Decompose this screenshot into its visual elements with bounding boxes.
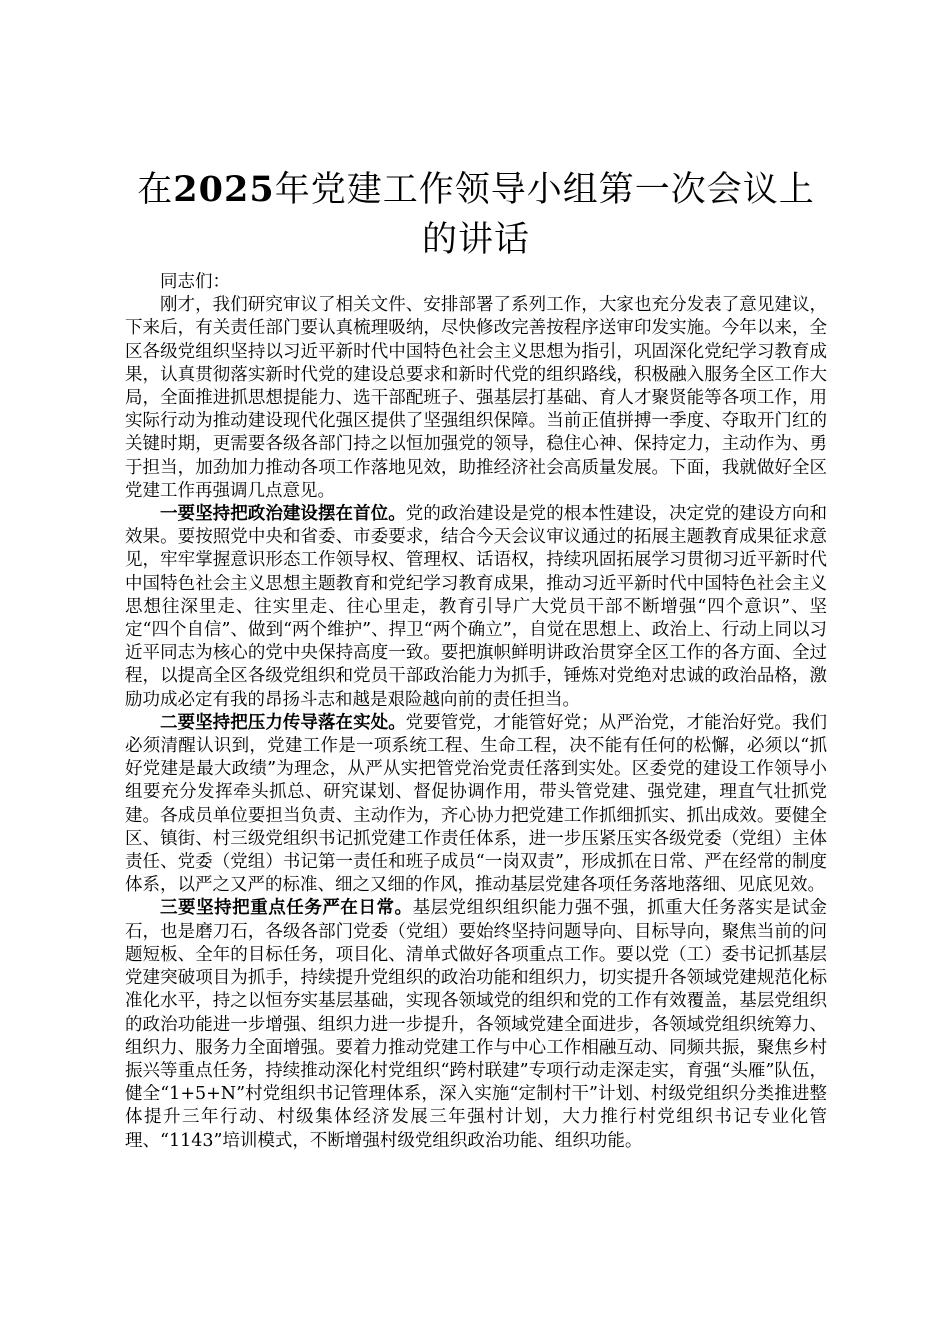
section-heading: 一要坚持把政治建设摆在首位。	[160, 504, 406, 525]
title-year: 2025	[173, 169, 275, 210]
document-title	[125, 165, 827, 265]
intro-paragraph: 刚才，我们研究审议了相关文件、安排部署了系列工作，大家也充分发表了意见建议，下来后，有关责任部门要认真梳理吸纳，尽快修改完善按程序送审印发实施。今年以来，全区各级党组织坚持以习近平新时代中国特色社会主义思想为指引，巩固深化党纪学习教育成果，认真贯彻落实新时代党的建设总要求和新时代党的组织路线，积极融入服务全区工作大局，全面推进抓思想提能力、选干部配班子、强基层打基础、育人才聚贤能等各项工作，用实际行动为推动建设现代化强区提供了坚强组织保障。当前正值拼搏一季度、夺取开门红的关键时期，更需要各级各部门持之以恒加强党的领导，稳住心神、保持定力，主动作为、勇于担当，加劲加力推动各项工作落地见效，助推经济社会高质量发展。下面，我就做好全区党建工作再强调几点意见。	[125, 295, 827, 501]
section-heading: 二要坚持把压力传导落在实处。	[160, 712, 406, 733]
document-body	[125, 271, 827, 1153]
section-paragraph	[125, 503, 827, 712]
salutation: 同志们：	[160, 272, 230, 292]
section-paragraph	[125, 897, 827, 1152]
title-prefix: 在	[137, 170, 174, 210]
document-page	[125, 165, 827, 1153]
section-text: 党的政治建设是党的根本性建设，决定党的建设方向和效果。要按照党中央和省委、市委要求，结合今天会议审议通过的拓展主题教育成果征求意见，牢牢掌握意识形态工作领导权、管理权、话语权，持续巩固拓展学习贯彻习近平新时代中国特色社会主义思想主题教育和党纪学习教育成果，推动习近平新时代中国特色社会主义思想往深里走、往实里走、往心里走，教育引导广大党员干部不断增强“四个意识”、坚定“四个自信”、做到“两个维护”、捍卫“两个确立”，自觉在思想上、政治上、行动上同以习近平同志为核心的党中央保持高度一致。要把旗帜鲜明讲政治贯穿全区工作的各方面、全过程，以提高全区各级党组织和党员干部政治能力为抓手，锤炼对党绝对忠诚的政治品格，激励功成必定有我的昂扬斗志和越是艰险越向前的责任担当。	[125, 504, 828, 710]
section-text: 党要管党，才能管好党；从严治党，才能治好党。我们必须清醒认识到，党建工作是一项系统工程、生命工程，决不能有任何的松懈，必须以“抓好党建是最大政绩”为理念，从严从实把管党治党责任落到实处。区委党的建设工作领导小组要充分发挥牵头抓总、研究谋划、督促协调作用，带头管党建、强党建，理直气壮抓党建。各成员单位要担当负责、主动作为，齐心协力把党建工作抓细抓实、抓出成效。要健全区、镇街、村三级党组织书记抓党建工作责任体系，进一步压紧压实各级党委（党组）主体责任、党委（党组）书记第一责任和班子成员“一岗双责”，形成抓在日常、严在经常的制度体系，以严之又严的标准、细之又细的作风，推动基层党建各项任务落地落细、见底见效。	[125, 712, 828, 896]
section-paragraph	[125, 712, 827, 898]
section-text: 基层党组织组织能力强不强，抓重大任务落实是试金石，也是磨刀石，各级各部门党委（党组）要始终坚持问题导向、目标导向，聚焦当前的问题短板、全年的目标任务，项目化、清单式做好各项重点工作。要以党（工）委书记抓基层党建突破项目为抓手，持续提升党组织的政治功能和组织力，切实提升各领域党建规范化标准化水平，持之以恒夯实基层基础，实现各领域党的组织和党的工作有效覆盖，基层党组织的政治功能进一步增强、组织力进一步提升，各领域党建全面进步，各领域党组织统筹力、组织力、服务力全面增强。要着力推动党建工作与中心工作相融互动、同频共振，聚焦乡村振兴等重点任务，持续推动深化村党组织“跨村联建”专项行动走深走实，育强“头雁”队伍，健全“1+5+N”村党组织书记管理体系，深入实施“定制村干”计划、村级党组织分类推进整体提升三年行动、村级集体经济发展三年强村计划，大力推行村党组织书记专业化管理、“1143”培训模式，不断增强村级党组织政治功能、组织功能。	[125, 898, 828, 1151]
title-suffix: 年党建工作领导小组第一次会议上的讲话	[274, 170, 815, 260]
section-heading: 三要坚持把重点任务严在日常。	[160, 898, 413, 919]
